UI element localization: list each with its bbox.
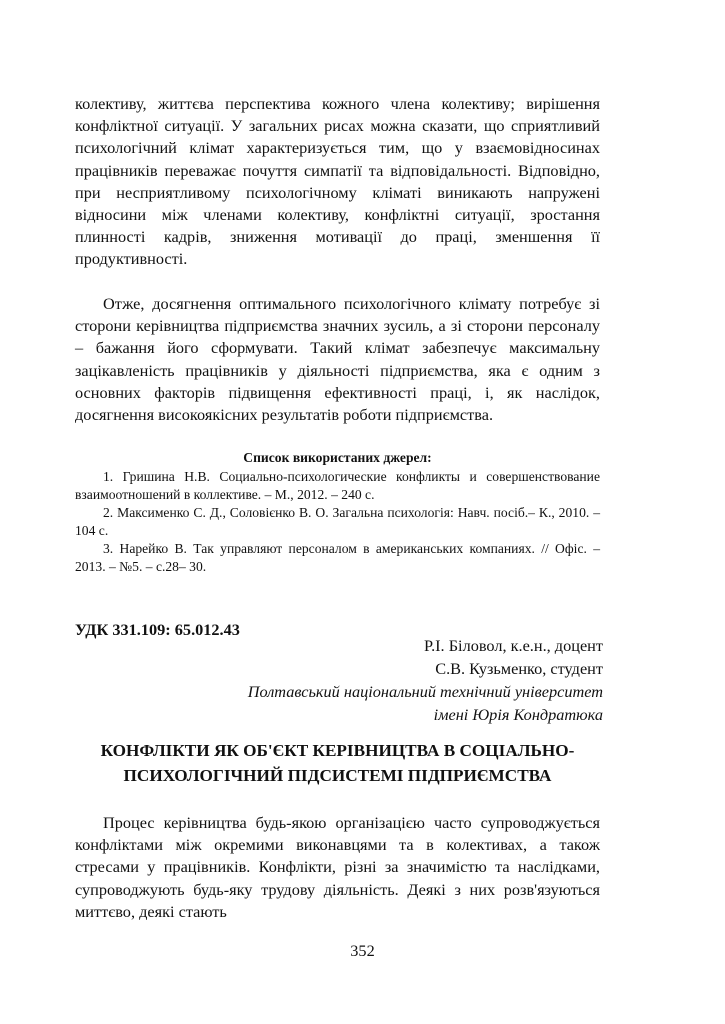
- reference-item-2: 2. Максименко С. Д., Соловієнко В. О. Загальна психологія: Навч. посіб.– К., 2010. – 104 с.: [75, 505, 600, 538]
- references-title: Список використаних джерел:: [243, 450, 432, 465]
- author-2: С.В. Кузьменко, студент: [435, 659, 603, 678]
- affiliation-line-2: імені Юрія Кондратюка: [433, 705, 603, 724]
- udk-code: УДК 331.109: 65.012.43: [75, 620, 240, 639]
- author-1: Р.І. Біловол, к.е.н., доцент: [424, 636, 603, 655]
- page-number: 352: [350, 941, 375, 960]
- body-paragraph-3: Процес керівництва будь-якою організацією часто супроводжується конфліктами між окремими виконавцями та в колективах, а також стресами у працівників. Конфлікти, різні за значимістю та наслідками, супроводжують будь-яку трудову діяльність. Деякі з них розв'язуються миттєво, деякі стають: [75, 813, 600, 921]
- article-title-line-2: ПСИХОЛОГІЧНИЙ ПІДСИСТЕМІ ПІДПРИЄМСТВА: [123, 766, 552, 785]
- body-paragraph-2: Отже, досягнення оптимального психологічного клімату потребує зі сторони керівництва підприємства значних зусиль, а зі сторони персоналу – бажання його сформувати. Такий клімат забезпечує максимальну зацікавленість працівників у діяльності підприємства, яка є одним з основних факторів підвищення ефективності праці, і, як наслідок, досягнення високоякісних результатів роботи підприємства.: [75, 294, 600, 425]
- reference-item-3: 3. Нарейко В. Так управляют персоналом в американських компаниях. // Офіс. – 2013. – №5. – с.28– 30.: [75, 541, 600, 574]
- reference-item-1: 1. Гришина Н.В. Социально-психологические конфликты и совершенствование взаимоотношений в коллективе. – М., 2012. – 240 с.: [75, 469, 600, 502]
- affiliation-line-1: Полтавський національний технічний університет: [247, 682, 603, 701]
- body-paragraph-1: колективу, життєва перспектива кожного члена колективу; вирішення конфліктної ситуації. У загальних рисах можна сказати, що сприятливий психологічний клімат характеризується тим, що у взаємовідносинах працівників переважає почуття симпатії та відповідальності. Відповідно, при несприятливому психологічному кліматі виникають напружені відносини між членами колективу, конфліктні ситуації, зростання плинності кадрів, зниження мотивації до праці, зменшення її продуктивності.: [75, 94, 600, 269]
- article-title: [75, 738, 600, 788]
- article-title-line-1: КОНФЛІКТИ ЯК ОБ'ЄКТ КЕРІВНИЦТВА В СОЦІАЛЬНО-: [100, 741, 575, 760]
